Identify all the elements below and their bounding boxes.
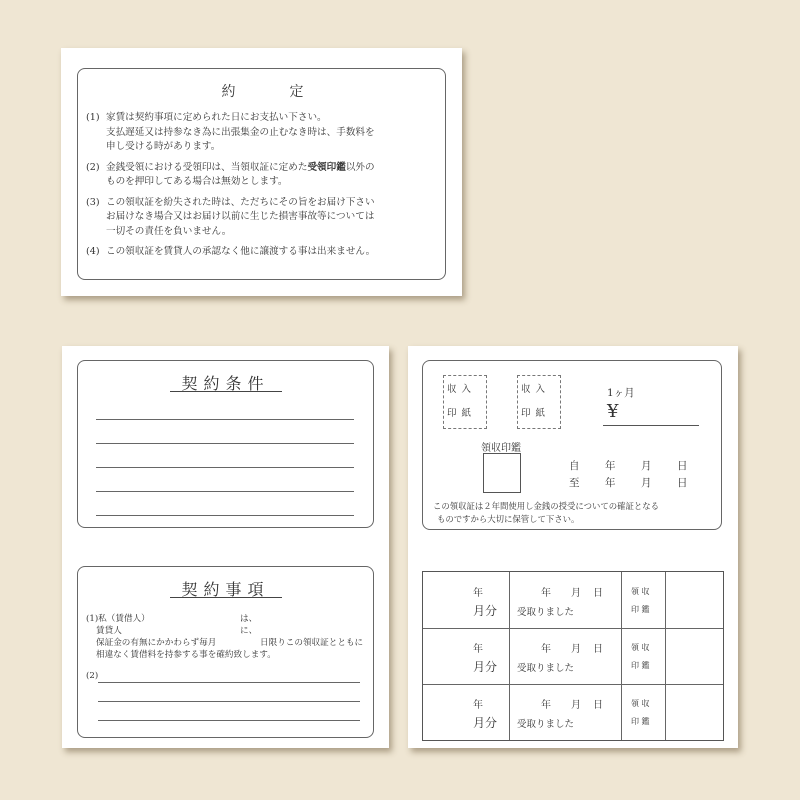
blank-line: [98, 720, 360, 721]
matters-frame: [77, 566, 374, 738]
blank-line: [96, 443, 354, 444]
terms-card: [61, 48, 462, 296]
received-text: 受取りました: [517, 719, 575, 730]
blank-line: [98, 682, 360, 683]
term-number: (4): [86, 246, 100, 257]
seal-box: [483, 453, 521, 493]
term-3: [86, 196, 441, 240]
column-divider: [621, 572, 622, 740]
received-text: 受取りました: [517, 663, 575, 674]
from-label: 自: [569, 460, 580, 472]
term-text: 以外の: [345, 161, 375, 173]
year-label: 年: [605, 460, 616, 472]
lessee-label: (1)私（賃借人）: [86, 614, 150, 624]
term-line: お届けなき場合又はお届け以前に生じた損害事故等については: [106, 211, 375, 222]
item-2-label: (2): [86, 671, 99, 681]
month-portion-label: 月分: [473, 604, 498, 618]
lessor-label: 賃貸人: [96, 626, 122, 636]
day-label: 日: [677, 460, 688, 472]
receipt-header-frame: [422, 360, 722, 530]
term-line: この領収証を賃貸人の承認なく他に譲渡する事は出来ません。: [106, 246, 376, 257]
month-label: 月: [641, 477, 652, 489]
term-2: [86, 161, 441, 190]
term-text: 金銭受領における受領印は、当領収証に定めた: [106, 161, 308, 173]
year-label: 年: [541, 700, 551, 711]
conditions-title: 契約条件: [181, 374, 270, 393]
term-4: [86, 245, 441, 260]
row-divider: [423, 684, 723, 685]
contract-card: [62, 346, 389, 748]
month-label: 月: [571, 644, 581, 655]
month-label: 月: [571, 700, 581, 711]
row-divider: [423, 628, 723, 629]
term-bold-text: 受領印鑑: [307, 161, 346, 173]
seal-label: 印 鑑: [631, 661, 650, 670]
terms-frame: [77, 68, 446, 280]
terms-title: 約 定: [221, 84, 324, 100]
term-number: (1): [86, 112, 100, 123]
term-number: (2): [86, 161, 100, 173]
term-line: [106, 161, 441, 176]
monthly-label: 1ヶ月: [607, 387, 635, 399]
month-portion-label: 月分: [473, 660, 498, 674]
promise-text: 相違なく賃借料を持参する事を確約致します。: [96, 650, 276, 660]
to-label: 至: [569, 477, 580, 489]
seal-label: 領 収: [631, 587, 650, 596]
day-label: 日: [593, 644, 603, 655]
stamp-label: 印紙: [447, 408, 477, 419]
term-line: 申し受ける時があります。: [106, 141, 221, 152]
stamp-label: 収入: [521, 384, 551, 395]
day-label: 日: [593, 700, 603, 711]
term-line: 支払遅延又は持参なき為に出張集金の止むなき時は、手数料を: [106, 126, 375, 138]
deposit-text: 保証金の有無にかかわらず毎月: [96, 638, 217, 648]
blank-line: [96, 515, 354, 516]
blank-line: [96, 467, 354, 468]
seal-label: 領収印鑑: [481, 443, 521, 454]
year-label: 年: [541, 588, 551, 599]
yen-sign: ¥: [607, 401, 619, 422]
day-label: 日: [593, 588, 603, 599]
year-label: 年: [473, 588, 483, 599]
term-line: ものを押印してある場合は無効とします。: [106, 176, 288, 187]
conditions-frame: [77, 360, 374, 528]
year-label: 年: [605, 477, 616, 489]
term-1: [86, 111, 441, 155]
blank-line: [98, 701, 360, 702]
matters-title: 契約事項: [181, 580, 270, 599]
column-divider: [665, 572, 666, 740]
seal-label: 印 鑑: [631, 717, 650, 726]
stamp-label: 収入: [447, 384, 477, 395]
seal-label: 印 鑑: [631, 605, 650, 614]
month-label: 月: [571, 588, 581, 599]
blank-line: [96, 419, 354, 420]
term-line: 家賃は契約事項に定められた日にお支払い下さい。: [106, 112, 327, 123]
ha-text: は、: [240, 614, 258, 624]
seal-label: 領 収: [631, 699, 650, 708]
month-portion-label: 月分: [473, 716, 498, 730]
ni-text: に、: [240, 626, 258, 636]
day-label: 日: [677, 477, 688, 489]
year-label: 年: [473, 644, 483, 655]
receipt-card: [408, 346, 738, 748]
amount-line: [603, 425, 699, 426]
column-divider: [509, 572, 510, 740]
term-number: (3): [86, 196, 100, 208]
year-label: 年: [541, 644, 551, 655]
year-label: 年: [473, 700, 483, 711]
term-line: この領収証を紛失された時は、ただちにその旨をお届け下さい: [106, 196, 375, 208]
received-text: 受取りました: [517, 607, 575, 618]
receipt-table: [422, 571, 724, 741]
blank-line: [96, 491, 354, 492]
term-line: 一切その責任を負いません。: [106, 225, 232, 237]
month-label: 月: [641, 460, 652, 472]
stamp-label: 印紙: [521, 408, 551, 419]
due-day-text: 日限りこの領収証とともに: [260, 638, 364, 648]
terms-list: [86, 111, 441, 266]
note-text: ものですから大切に保管して下さい。: [437, 514, 580, 524]
title-underline: [170, 391, 282, 392]
note-text: この領収証は２年間使用し金銭の授受についての確証となる: [433, 501, 659, 511]
seal-label: 領 収: [631, 643, 650, 652]
title-underline: [170, 597, 282, 598]
